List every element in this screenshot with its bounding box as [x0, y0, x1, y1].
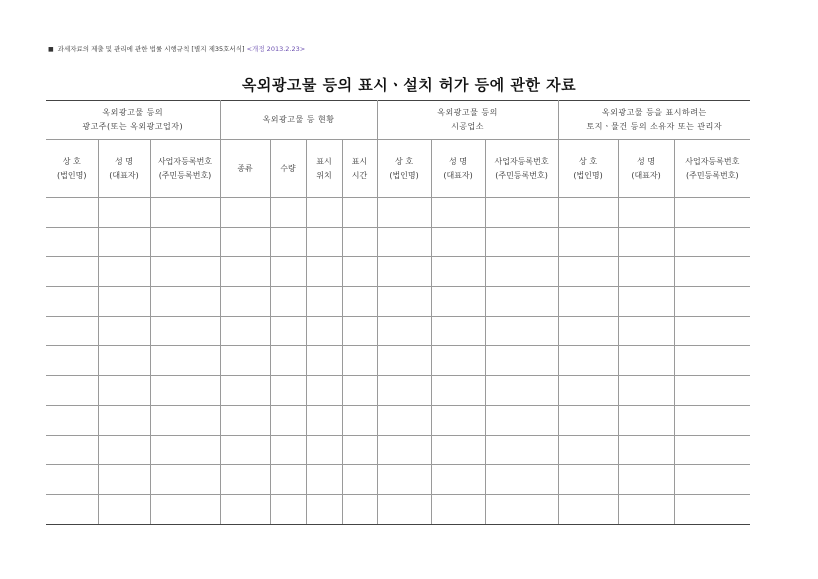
table-cell[interactable] [46, 465, 98, 495]
table-cell[interactable] [431, 287, 485, 317]
table-cell[interactable] [98, 257, 150, 287]
table-row [46, 287, 750, 317]
table-cell[interactable] [618, 405, 674, 435]
table-cell[interactable] [431, 494, 485, 524]
column-header-line: 성 명 [637, 156, 656, 166]
table-cell[interactable] [674, 465, 750, 495]
table-row [46, 405, 750, 435]
table-cell[interactable] [674, 435, 750, 465]
table-cell[interactable] [377, 346, 431, 376]
table-cell[interactable] [98, 316, 150, 346]
table-cell[interactable] [98, 405, 150, 435]
law-reference: 과세자료의 제출 및 관리에 관한 법률 시행규칙 [별지 제35호서식] [57, 45, 245, 53]
column-header [485, 140, 558, 198]
table-row [46, 465, 750, 495]
column-header [558, 140, 618, 198]
column-header-line: 성 명 [115, 156, 133, 166]
group-owner-line2: 토지ㆍ물건 등의 소유자 또는 관리자 [586, 122, 723, 131]
column-header-line: 수량 [280, 163, 296, 173]
table-cell[interactable] [674, 376, 750, 406]
table-cell[interactable] [342, 465, 377, 495]
table-cell[interactable] [377, 257, 431, 287]
table-cell[interactable] [618, 287, 674, 317]
column-header-line: (법인명) [57, 170, 87, 180]
group-status [220, 101, 377, 140]
table-cell[interactable] [558, 287, 618, 317]
table-cell[interactable] [558, 257, 618, 287]
table-cell[interactable] [306, 227, 342, 257]
column-header [150, 140, 220, 198]
table-cell[interactable] [485, 494, 558, 524]
table-cell[interactable] [306, 465, 342, 495]
table-cell[interactable] [270, 198, 306, 228]
table-cell[interactable] [674, 405, 750, 435]
table-cell[interactable] [431, 435, 485, 465]
table-cell[interactable] [485, 198, 558, 228]
group-owner [558, 101, 750, 140]
table-cell[interactable] [342, 316, 377, 346]
table-cell[interactable] [485, 316, 558, 346]
table-cell[interactable] [618, 316, 674, 346]
table-cell[interactable] [46, 435, 98, 465]
column-header-line: 위치 [316, 170, 332, 180]
table-row [46, 346, 750, 376]
table-cell[interactable] [270, 405, 306, 435]
table-cell[interactable] [220, 287, 270, 317]
table-cell[interactable] [342, 435, 377, 465]
group-status-line1: 옥외광고물 등 현황 [262, 115, 335, 124]
column-header-line: (주민등록번호) [685, 170, 739, 180]
table-cell[interactable] [46, 316, 98, 346]
table-cell[interactable] [558, 494, 618, 524]
column-header-line: 사업자등록번호 [157, 156, 213, 166]
table-cell[interactable] [377, 376, 431, 406]
table-cell[interactable] [98, 465, 150, 495]
table-cell[interactable] [674, 316, 750, 346]
table-cell[interactable] [220, 316, 270, 346]
table-cell[interactable] [431, 376, 485, 406]
table-cell[interactable] [150, 287, 220, 317]
table-cell[interactable] [618, 494, 674, 524]
table-cell[interactable] [674, 287, 750, 317]
column-header-line: 종류 [237, 163, 253, 173]
table-cell[interactable] [342, 346, 377, 376]
table-row [46, 227, 750, 257]
column-header [674, 140, 750, 198]
table-cell[interactable] [377, 287, 431, 317]
table-cell[interactable] [270, 227, 306, 257]
table-cell[interactable] [342, 257, 377, 287]
column-header-line: (대표자) [443, 170, 473, 180]
column-header [306, 140, 342, 198]
table-cell[interactable] [674, 198, 750, 228]
table-cell[interactable] [46, 257, 98, 287]
table-cell[interactable] [270, 494, 306, 524]
column-header-line: 성 명 [449, 156, 468, 166]
table-cell[interactable] [558, 405, 618, 435]
page-title: 옥외광고물 등의 표시ㆍ설치 허가 등에 관한 자료 [241, 76, 577, 94]
table-cell[interactable] [98, 435, 150, 465]
column-header-line: 사업자등록번호 [685, 156, 740, 166]
table-cell[interactable] [306, 316, 342, 346]
table-row [46, 376, 750, 406]
column-header [98, 140, 150, 198]
table-cell[interactable] [46, 346, 98, 376]
table-cell[interactable] [220, 465, 270, 495]
table-row [46, 494, 750, 524]
column-header-line: 상 호 [579, 156, 598, 166]
table-cell[interactable] [618, 435, 674, 465]
table-cell[interactable] [270, 346, 306, 376]
group-advertiser-line1: 옥외광고물 등의 [102, 108, 164, 117]
group-contractor-line1: 옥외광고물 등의 [437, 108, 498, 117]
table-cell[interactable] [485, 227, 558, 257]
column-header-line: (법인명) [389, 170, 419, 180]
table-cell[interactable] [270, 257, 306, 287]
table-cell[interactable] [674, 257, 750, 287]
table-cell[interactable] [150, 376, 220, 406]
table-row [46, 316, 750, 346]
table-cell[interactable] [431, 257, 485, 287]
table-cell[interactable] [220, 227, 270, 257]
table-cell[interactable] [342, 227, 377, 257]
table-cell[interactable] [558, 346, 618, 376]
table-cell[interactable] [150, 405, 220, 435]
table-cell[interactable] [342, 376, 377, 406]
table-cell[interactable] [377, 316, 431, 346]
table-cell[interactable] [342, 287, 377, 317]
table-cell[interactable] [150, 227, 220, 257]
table-cell[interactable] [220, 494, 270, 524]
table-cell[interactable] [220, 257, 270, 287]
column-header [377, 140, 431, 198]
table-cell[interactable] [306, 287, 342, 317]
table-cell[interactable] [485, 346, 558, 376]
table-cell[interactable] [377, 435, 431, 465]
table-cell[interactable] [270, 465, 306, 495]
table-cell[interactable] [342, 198, 377, 228]
table-cell[interactable] [98, 494, 150, 524]
table-cell[interactable] [485, 435, 558, 465]
table-cell[interactable] [618, 198, 674, 228]
table-cell[interactable] [618, 376, 674, 406]
table-cell[interactable] [431, 346, 485, 376]
column-header-line: 표시 [316, 156, 332, 166]
column-header-line: 상 호 [62, 156, 81, 166]
square-bullet-icon: ■ [48, 46, 54, 53]
column-header-line: (주민등록번호) [158, 170, 212, 180]
revision-date: <개정 2013.2.23> [246, 45, 306, 53]
table-cell[interactable] [306, 405, 342, 435]
table-cell[interactable] [431, 198, 485, 228]
table-cell[interactable] [485, 376, 558, 406]
column-header-line: 시간 [351, 170, 368, 180]
table-cell[interactable] [342, 494, 377, 524]
column-header [342, 140, 377, 198]
table-cell[interactable] [485, 287, 558, 317]
table-cell[interactable] [377, 198, 431, 228]
group-header-row [46, 101, 750, 140]
table-cell[interactable] [618, 257, 674, 287]
table-cell[interactable] [98, 346, 150, 376]
column-header [270, 140, 306, 198]
group-contractor [377, 101, 558, 140]
table-cell[interactable] [431, 316, 485, 346]
column-header-line: 사업자등록번호 [494, 156, 549, 166]
table-cell[interactable] [150, 346, 220, 376]
table-cell[interactable] [306, 198, 342, 228]
table-cell[interactable] [220, 198, 270, 228]
table-cell[interactable] [342, 405, 377, 435]
table-cell[interactable] [558, 435, 618, 465]
column-header-line: (대표자) [109, 170, 139, 180]
column-header-line: (대표자) [631, 170, 661, 180]
table-cell[interactable] [270, 435, 306, 465]
table-cell[interactable] [270, 316, 306, 346]
table-cell[interactable] [306, 494, 342, 524]
table-cell[interactable] [485, 465, 558, 495]
table-cell[interactable] [558, 198, 618, 228]
table-cell[interactable] [150, 316, 220, 346]
table-cell[interactable] [220, 346, 270, 376]
group-owner-line1: 옥외광고물 등을 표시하려는 [601, 108, 707, 117]
column-header [46, 140, 98, 198]
table-cell[interactable] [674, 494, 750, 524]
group-contractor-line2: 시공업소 [451, 122, 484, 131]
table-row [46, 435, 750, 465]
table-cell[interactable] [46, 227, 98, 257]
table-cell[interactable] [306, 435, 342, 465]
table-cell[interactable] [150, 198, 220, 228]
table-cell[interactable] [618, 227, 674, 257]
group-advertiser [46, 101, 220, 140]
table-cell[interactable] [150, 435, 220, 465]
column-header-line: 표시 [351, 156, 368, 166]
table-cell[interactable] [558, 316, 618, 346]
table-cell[interactable] [377, 494, 431, 524]
table-cell[interactable] [98, 376, 150, 406]
table-cell[interactable] [377, 465, 431, 495]
table-cell[interactable] [220, 376, 270, 406]
table-cell[interactable] [46, 287, 98, 317]
table-cell[interactable] [431, 465, 485, 495]
table-cell[interactable] [618, 346, 674, 376]
column-header [220, 140, 270, 198]
table-cell[interactable] [46, 376, 98, 406]
table-cell[interactable] [98, 198, 150, 228]
table-cell[interactable] [618, 465, 674, 495]
table-cell[interactable] [150, 465, 220, 495]
table-cell[interactable] [150, 257, 220, 287]
table-cell[interactable] [377, 227, 431, 257]
table-cell[interactable] [306, 346, 342, 376]
table-cell[interactable] [220, 405, 270, 435]
table-cell[interactable] [270, 287, 306, 317]
table-row [46, 257, 750, 287]
table-cell[interactable] [674, 227, 750, 257]
table-cell[interactable] [558, 376, 618, 406]
column-header-line: 상 호 [395, 156, 414, 166]
table-cell[interactable] [46, 494, 98, 524]
table-cell[interactable] [150, 494, 220, 524]
table-cell[interactable] [674, 346, 750, 376]
column-header-line: (주민등록번호) [495, 170, 548, 180]
column-header [618, 140, 674, 198]
table-cell[interactable] [98, 287, 150, 317]
data-form-table [46, 100, 750, 525]
table-row [46, 198, 750, 228]
form-reference-note [48, 44, 305, 53]
table-cell[interactable] [46, 198, 98, 228]
table-cell[interactable] [377, 405, 431, 435]
table-cell[interactable] [220, 435, 270, 465]
column-header-row [46, 140, 750, 198]
column-header-line: (법인명) [573, 170, 603, 180]
table-cell[interactable] [558, 227, 618, 257]
table-cell[interactable] [431, 405, 485, 435]
table-cell[interactable] [270, 376, 306, 406]
table-cell[interactable] [485, 257, 558, 287]
column-header [431, 140, 485, 198]
table-cell[interactable] [431, 227, 485, 257]
table-cell[interactable] [558, 465, 618, 495]
table-cell[interactable] [485, 405, 558, 435]
table-cell[interactable] [46, 405, 98, 435]
table-cell[interactable] [306, 376, 342, 406]
table-cell[interactable] [98, 227, 150, 257]
group-advertiser-line2: 광고주(또는 옥외광고업자) [82, 122, 184, 131]
table-cell[interactable] [306, 257, 342, 287]
